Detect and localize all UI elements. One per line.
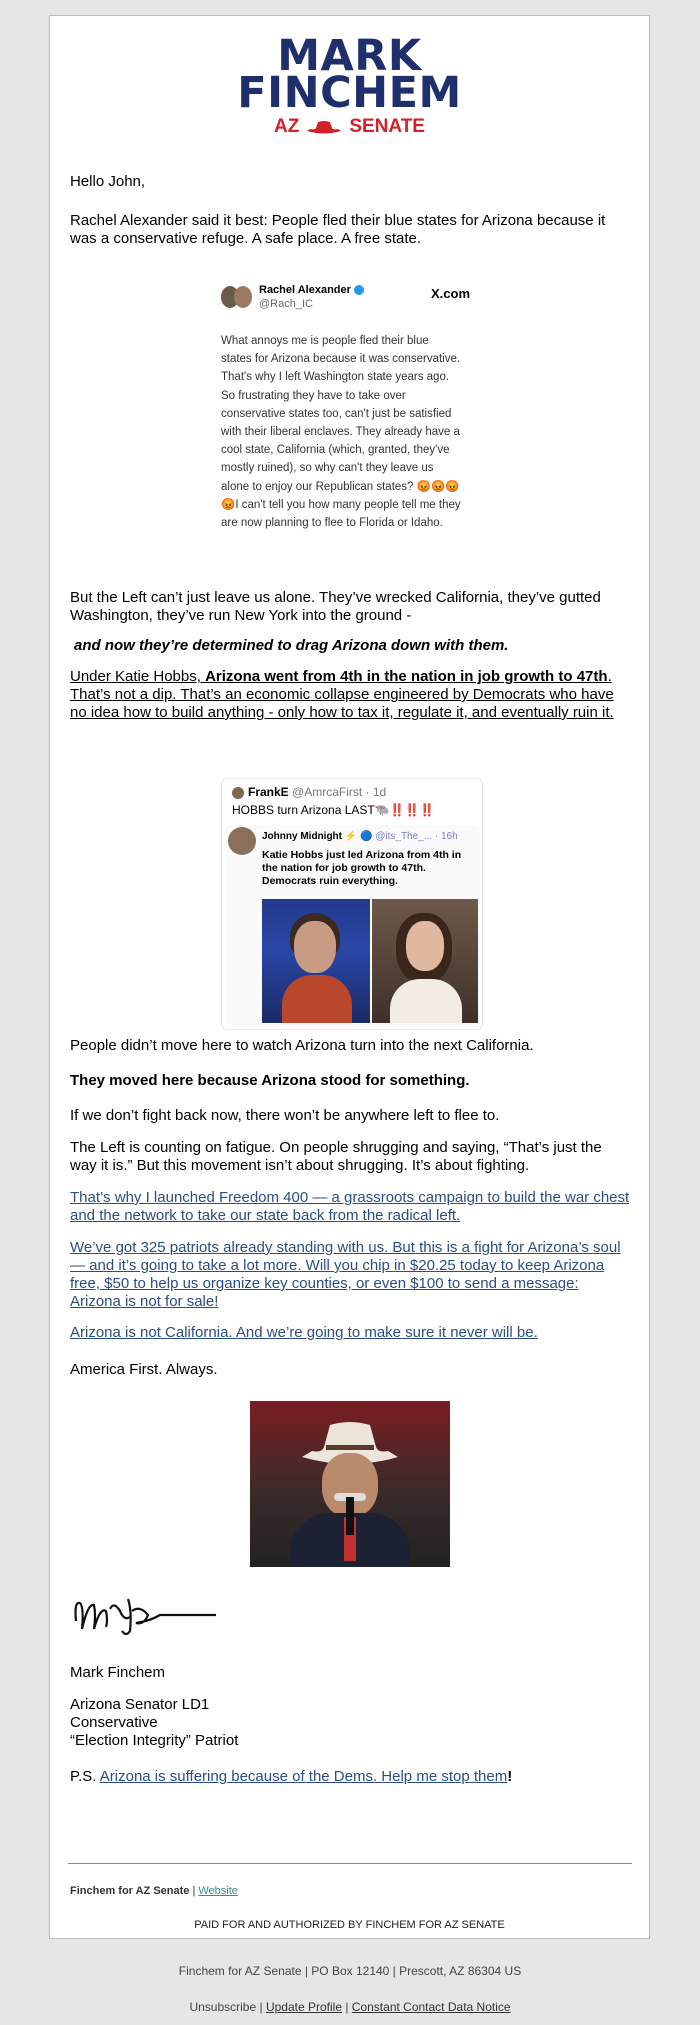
- fatigue-paragraph: The Left is counting on fatigue. On people shrugging and saying, “That’s just the way it is.” But this movement isn’t about shrugging. It’s about fighting.: [70, 1139, 602, 1174]
- tweet-handle: @Rach_IC: [259, 298, 313, 310]
- website-link[interactable]: Website: [198, 1885, 238, 1897]
- email-preferences: Unsubscribe | Update Profile | Constant Contact Data Notice: [189, 2000, 511, 2014]
- ps-paragraph: P.S. Arizona is suffering because of the Dems. Help me stop them!: [70, 1768, 513, 1785]
- verified-badge-icon: [354, 285, 364, 295]
- quoted-author: Johnny Midnight ⚡ 🔵 @its_The_... · 16h: [262, 831, 458, 842]
- signer-name: Mark Finchem: [70, 1664, 166, 1681]
- quoted-tweet: [226, 825, 480, 1025]
- lake-photo: [372, 899, 478, 1023]
- logo-senate: SENATE: [349, 116, 425, 137]
- signer-title-3: “Election Integrity” Patriot: [70, 1732, 239, 1749]
- fight-paragraph: If we don’t fight back now, there won’t be anywhere left to flee to.: [70, 1107, 500, 1124]
- cowboy-hat-icon: [305, 120, 343, 134]
- tweet-embed-rachel[interactable]: [221, 264, 481, 574]
- not-california-link[interactable]: Arizona is not California. And we’re going to make sure it never will be.: [70, 1324, 538, 1341]
- tweet-body: What annoys me is people fled their blue states for Arizona because it was conservative. That's why I left Washington state years ago. So frustrating they have to take over conservative states too, can't just be satisfied with their liberal enclaves. They already have a cool state, California (which, granted, they've mostly ruined), so why can't they leave us alone to enjoy our Republican states? 😡😡😡😡I can't tell you how many people tell me they are now planning to flee to Florida or Idaho.: [221, 335, 461, 530]
- drag-paragraph: and now they’re determined to drag Arizona down with them.: [74, 637, 509, 654]
- signature-image: [70, 1581, 220, 1641]
- data-notice-link[interactable]: Constant Contact Data Notice: [351, 2000, 511, 2014]
- paid-disclaimer: PAID FOR AND AUTHORIZED BY FINCHEM FOR AZ SENATE: [194, 1919, 505, 1931]
- tweet-header: FrankE @AmrcaFirst · 1d: [232, 785, 386, 799]
- signer-title-1: Arizona Senator LD1: [70, 1696, 210, 1713]
- tweet-author: Rachel Alexander: [259, 284, 364, 296]
- america-first: America First. Always.: [70, 1361, 218, 1378]
- email-card: [49, 15, 650, 1939]
- signer-title-2: Conservative: [70, 1714, 158, 1731]
- freedom400-link[interactable]: That’s why I launched Freedom 400 — a grassroots campaign to build the war chest and the network to take our state back from the radical left.: [70, 1189, 630, 1224]
- candidate-photo: [250, 1401, 450, 1567]
- logo-line-mark: MARK: [277, 31, 422, 81]
- footer-divider: [68, 1863, 632, 1864]
- unsubscribe-link[interactable]: Unsubscribe: [189, 2000, 257, 2014]
- donate-link[interactable]: We’ve got 325 patriots already standing with us. But this is a fight for Arizona’s soul — and it’s going to take a lot more. Will you chip in $20.25 today to keep Arizona free, $50 to help us organize key counties, or even $100 to send a message: Arizona is not for sale!: [70, 1239, 621, 1310]
- campaign-logo: [50, 31, 649, 138]
- avatar: [221, 286, 255, 310]
- move-paragraph: People didn’t move here to watch Arizona turn into the next California.: [70, 1037, 534, 1054]
- avatar: [228, 827, 256, 855]
- logo-line-az-senate: [50, 116, 649, 138]
- tweet-text: HOBBS turn Arizona LAST🐃‼️‼️‼️: [232, 803, 435, 817]
- update-profile-link[interactable]: Update Profile: [265, 2000, 342, 2014]
- mailing-address: Finchem for AZ Senate | PO Box 12140 | Prescott, AZ 86304 US: [178, 1964, 522, 1978]
- tweet-embed-franke[interactable]: [221, 778, 483, 1030]
- logo-line-finchem: FINCHEM: [237, 68, 462, 118]
- logo-az: AZ: [274, 116, 300, 137]
- hobbs-paragraph: Under Katie Hobbs, Arizona went from 4th in the nation in job growth to 47th. That’s not a dip. That’s an economic collapse engineered by Democrats who have no idea how to build anything - only how to tax it, regulate it, and eventually ruin it.: [70, 668, 614, 721]
- hobbs-photo: [262, 899, 370, 1023]
- greeting: Hello John,: [70, 173, 146, 190]
- avatar: [232, 787, 244, 799]
- ps-link[interactable]: Arizona is suffering because of the Dems. Help me stop them: [99, 1768, 508, 1785]
- stood-paragraph: They moved here because Arizona stood for something.: [70, 1072, 470, 1089]
- intro-paragraph: Rachel Alexander said it best: People fled their blue states for Arizona because it was a conservative refuge. A safe place. A free state.: [70, 212, 606, 247]
- quoted-body: Katie Hobbs just led Arizona from 4th in the nation for job growth to 47th. Democrats ruin everything.: [262, 849, 462, 887]
- x-logo-icon: X.com: [431, 286, 471, 301]
- footer-org-line: Finchem for AZ Senate | Website: [70, 1885, 238, 1897]
- left-paragraph: But the Left can’t just leave us alone. They’ve wrecked California, they’ve gutted Washington, they’ve run New York into the ground -: [70, 589, 601, 624]
